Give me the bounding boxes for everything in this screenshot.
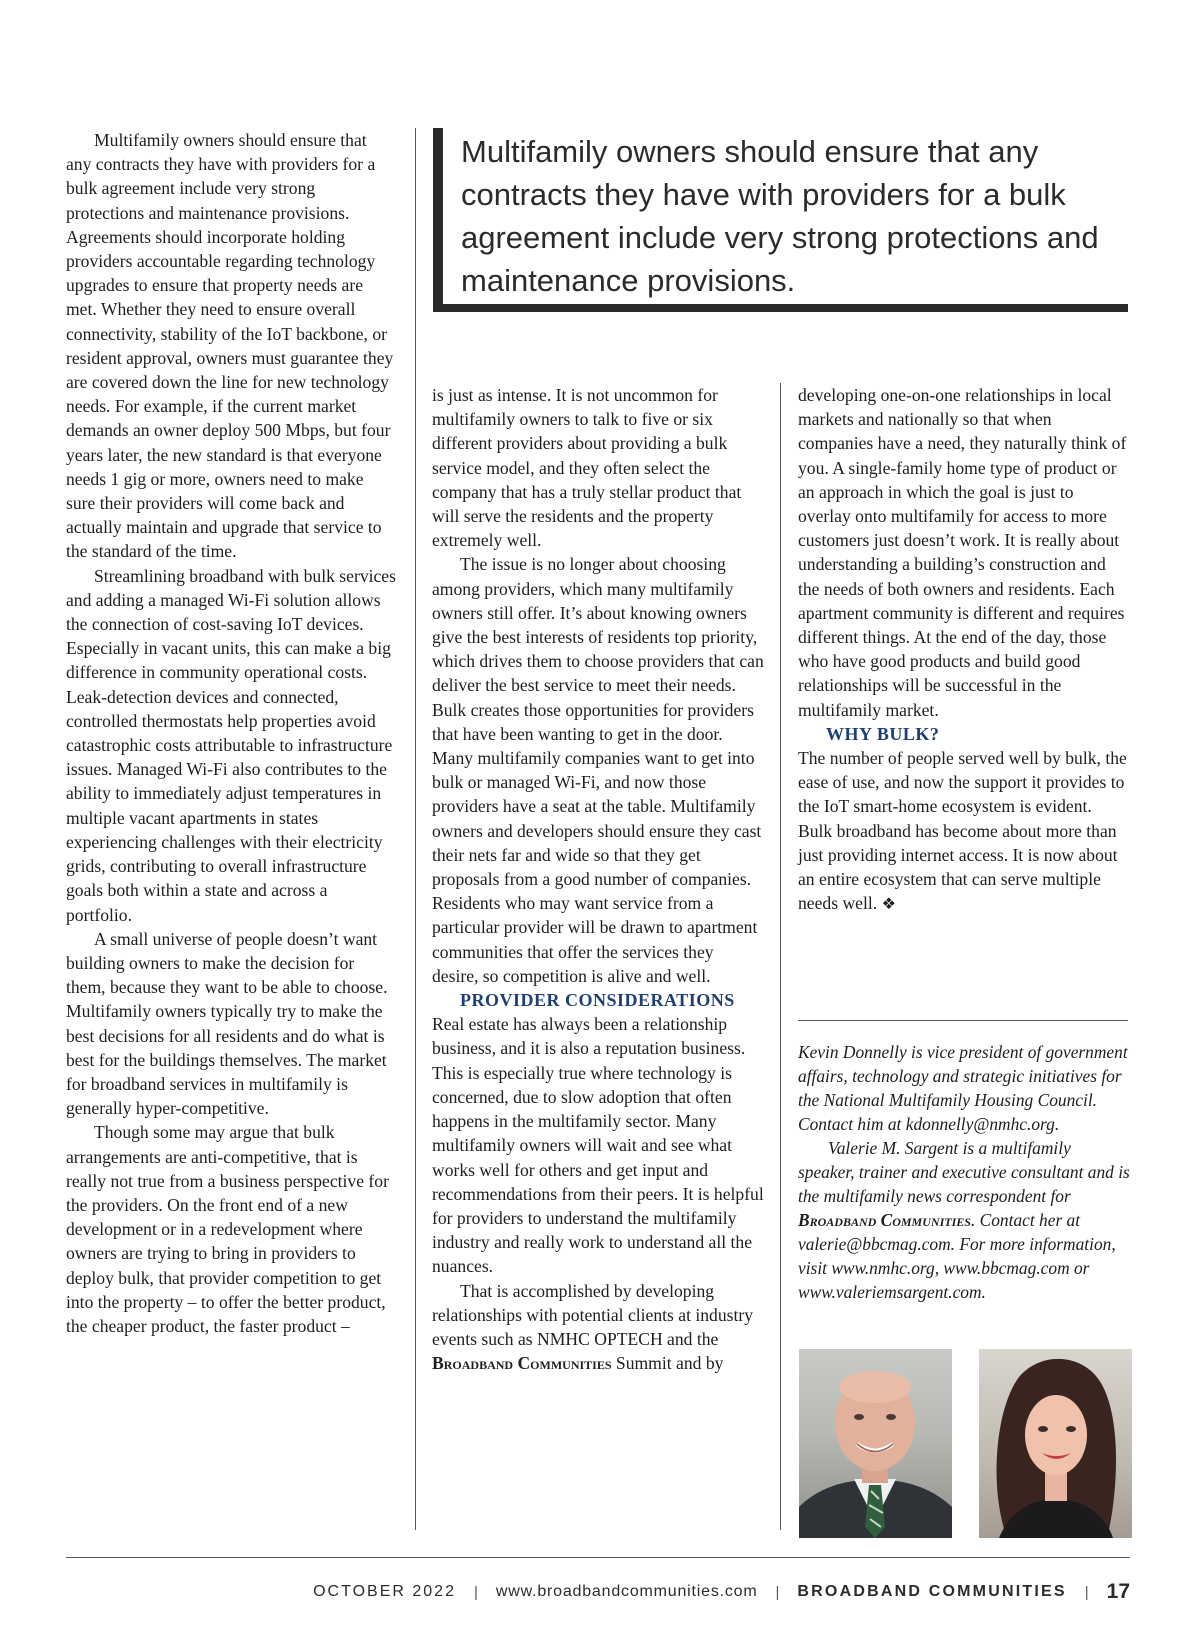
column-divider <box>780 383 781 1530</box>
body-paragraph: Streamlining broadband with bulk services and adding a managed Wi-Fi solution allows the connection of cost-saving IoT devices. Especially in vacant units, this can make a big difference in community operational costs. Leak-detection devices and connected, controlled thermostats help properties avoid catastrophic costs attributable to infrastructure issues. Managed Wi-Fi also contributes to the ability to immediately adjust temperatures in multiple vacant apartments in states experiencing challenges with their electricity grids, contributing to overall infrastructure goals both within a state and across a portfolio. <box>66 565 396 925</box>
paragraph-text: Summit and by <box>611 1353 724 1374</box>
footer-separator: | <box>1084 1583 1089 1601</box>
bio-text: . Contact her at valerie@bbcmag.com. For more information, visit www.nmhc.org, www.bbcmag.com or www.valeriemsargent.com. <box>798 1210 1116 1302</box>
page-footer <box>313 1578 1130 1606</box>
footer-divider <box>66 1557 1130 1558</box>
paragraph-text: That is accomplished by developing relationships with potential clients at industry events such as NMHC OPTECH and the <box>432 1280 754 1349</box>
end-of-article-icon: ❖ <box>881 894 896 914</box>
bio-divider <box>798 1020 1128 1021</box>
bio-valerie-sargent <box>798 1136 1130 1304</box>
bio-kevin-donnelly: Kevin Donnelly is vice president of government affairs, technology and strategic initiatives for the National Multifamily Housing Council. Contact him at kdonnelly@nmhc.org. <box>798 1042 1128 1134</box>
footer-separator: | <box>775 1583 780 1601</box>
bio-text: Valerie M. Sargent is a multifamily speaker, trainer and executive consultant and is the multifamily news correspondent for <box>798 1138 1130 1206</box>
author-bios <box>798 1040 1130 1304</box>
body-paragraph <box>432 1279 764 1376</box>
paragraph-text: The number of people served well by bulk, the ease of use, and now the support it provides to the IoT smart-home ecosystem is evident. Bulk broadband has become about more than just providing internet access. It is now about an entire ecosystem that can serve multiple needs well. <box>798 748 1127 914</box>
article-column-3 <box>798 383 1130 916</box>
footer-separator: | <box>473 1583 478 1601</box>
article-column-1 <box>66 128 396 1338</box>
author-photo-kevin-donnelly <box>799 1349 952 1538</box>
body-paragraph: The issue is no longer about choosing among providers, which many multifamily owners still offer. It’s about knowing owners give the best interests of residents top priority, which drives them to choose providers that can deliver the best service to meet their needs. Bulk creates those opportunities for providers that have been wanting to get in the door. Many multifamily companies want to get into bulk or managed Wi-Fi, and now those providers have a seat at the table. Multifamily owners and developers should ensure they cast their nets far and wide so that they get proposals from a good number of companies. Residents who may want service from a particular provider will be drawn to apartment communities that offer the services they desire, so competition is alive and well. <box>432 554 764 986</box>
body-paragraph: Though some may argue that bulk arrangements are anti-competitive, that is really not true from a business perspective for the providers. On the front end of a new development or in a redevelopment where owners are trying to bring in providers to deploy bulk, that provider competition to get into the property – to offer the better product, the cheaper product, the faster product – <box>66 1122 389 1336</box>
portrait-illustration <box>799 1349 952 1538</box>
portrait-illustration <box>979 1349 1132 1538</box>
page-number: 17 <box>1106 1580 1130 1603</box>
body-paragraph <box>798 746 1130 916</box>
body-paragraph: is just as intense. It is not uncommon for multifamily owners to talk to five or six different providers about providing a bulk service model, and they often select the company that has a truly stellar product that will serve the residents and the property extremely well. <box>432 385 742 551</box>
body-paragraph: A small universe of people doesn’t want building owners to make the decision for them, because they want to be able to choose. Multifamily owners typically try to make the best decisions for all residents and do what is best for the buildings themselves. The market for broadband services in multifamily is generally hyper-competitive. <box>66 928 388 1119</box>
publication-name: Broadband Communities <box>432 1353 612 1374</box>
website-link[interactable]: www.broadbandcommunities.com <box>495 1583 758 1600</box>
section-heading-provider-considerations: PROVIDER CONSIDERATIONS <box>460 990 735 1011</box>
article-column-2 <box>432 383 764 1375</box>
author-photo-valerie-sargent <box>979 1349 1132 1538</box>
body-paragraph: developing one-on-one relationships in local markets and nationally so that when companies have a need, they naturally think of you. A single-family home type of product or an approach in which the goal is just to overlay onto multifamily for access to more customers just doesn’t work. It is really about understanding a building’s construction and the needs of both owners and residents. Each apartment community is different and requires different things. At the end of the day, those who have good products and build good relationships will be successful in the multifamily market. <box>798 385 1127 720</box>
publication-name: Broadband Communities <box>798 1210 971 1230</box>
section-heading-why-bulk: WHY BULK? <box>826 723 940 744</box>
body-paragraph: Multifamily owners should ensure that any contracts they have with providers for a bulk agreement include very strong protections and maintenance provisions. Agreements should incorporate holding providers accountable regarding technology upgrades to ensure that property needs are met. Whether they need to ensure overall connectivity, stability of the IoT backbone, or resident approval, owners must guarantee they are covered down the line for new technology needs. For example, if the current market demands an owner deploy 500 Mbps, but four years later, the new standard is that everyone needs 1 gig or more, owners need to make sure their providers will come back and actually maintain and upgrade that service to the standard of the time. <box>66 130 394 562</box>
issue-date: OCTOBER 2022 <box>313 1583 456 1600</box>
publication-name: BROADBAND COMMUNITIES <box>797 1583 1067 1600</box>
body-paragraph: Real estate has always been a relationship business, and it is also a reputation business. This is especially true where technology is concerned, due to slow adoption that often happens in the multifamily sector. Many multifamily owners will wait and see what works well for others and get input and recommendations from their peers. It is helpful for providers to understand the multifamily industry and really work to understand all the nuances. <box>432 1014 764 1277</box>
pull-quote-text: Multifamily owners should ensure that any contracts they have with providers for a bulk agreement include very strong protections and maintenance provisions. <box>461 134 1099 298</box>
column-divider <box>415 128 416 1530</box>
pull-quote <box>433 128 1128 312</box>
